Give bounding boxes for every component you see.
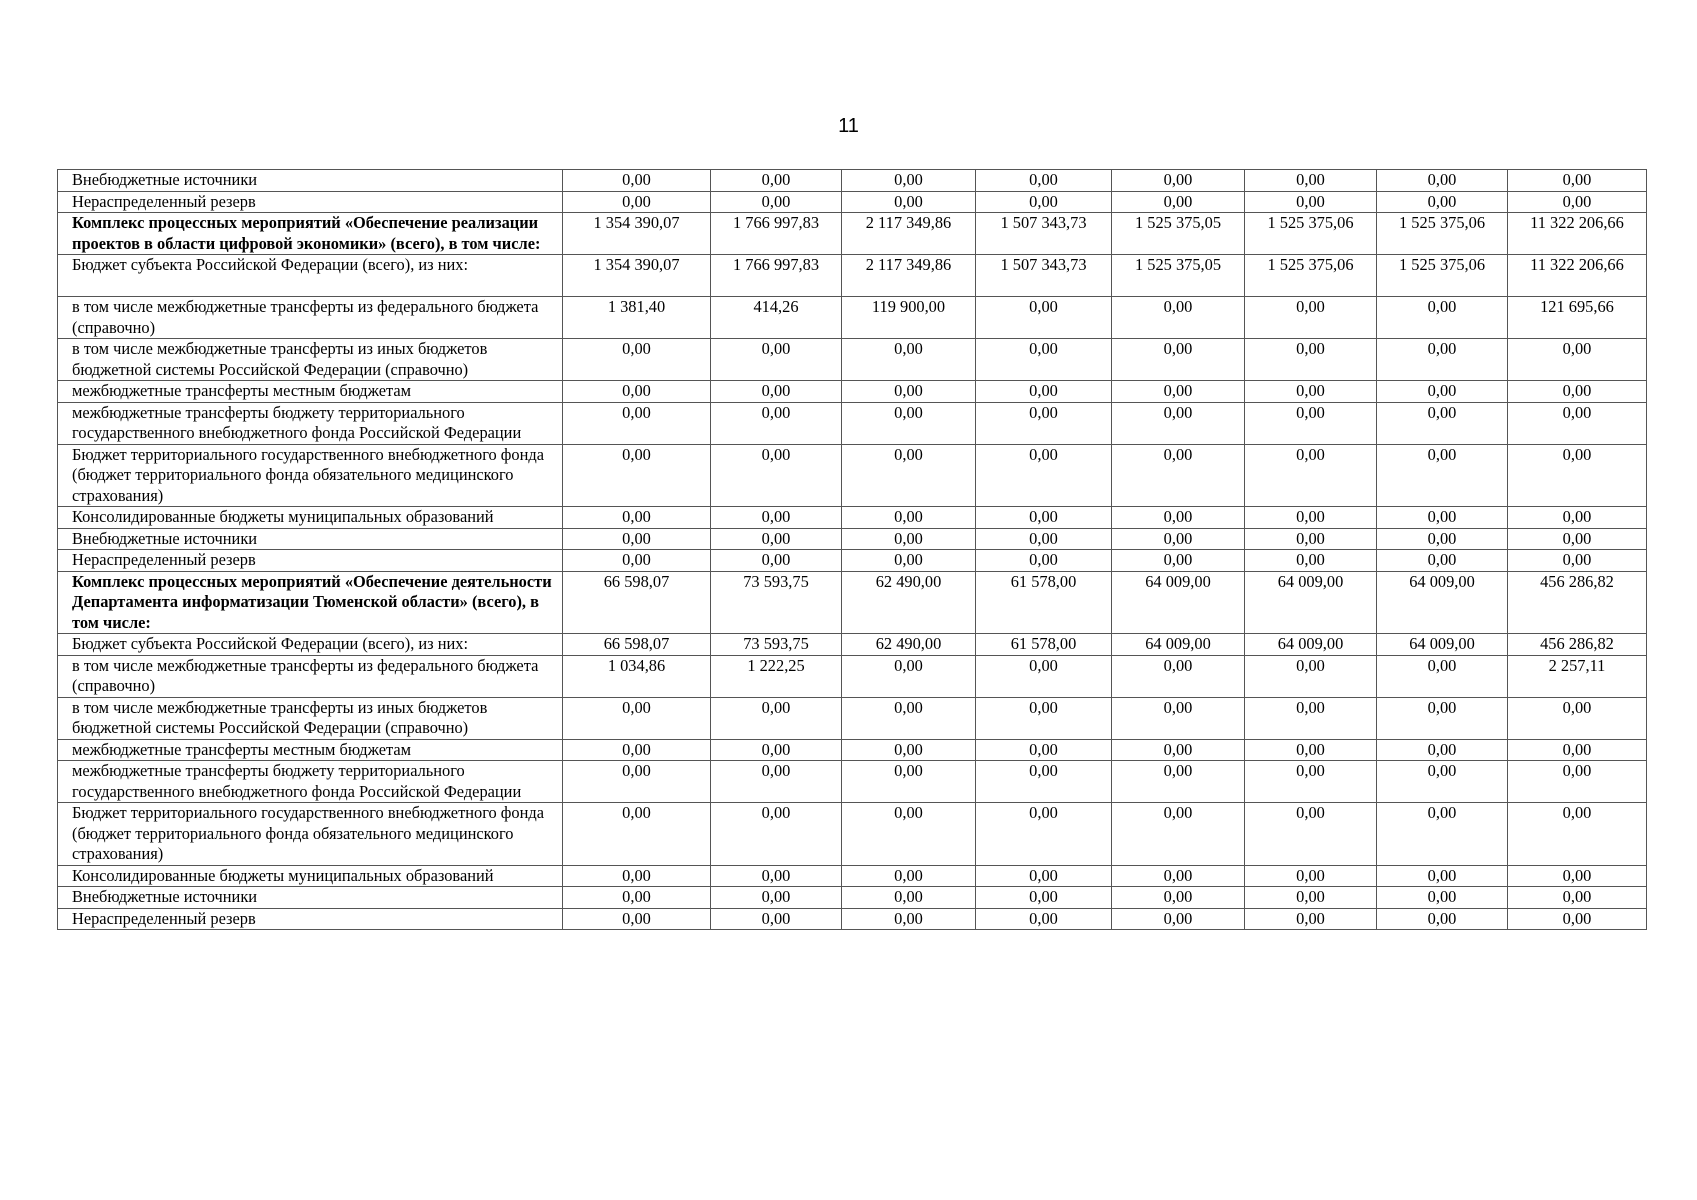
table-row bbox=[58, 571, 1647, 634]
value-cell: 0,00 bbox=[976, 297, 1112, 339]
value-cell: 0,00 bbox=[1377, 444, 1508, 507]
value-cell: 0,00 bbox=[1377, 170, 1508, 192]
value-cell: 64 009,00 bbox=[1377, 571, 1508, 634]
value-cell: 0,00 bbox=[1377, 297, 1508, 339]
table-body bbox=[58, 170, 1647, 930]
value-cell: 0,00 bbox=[976, 697, 1112, 739]
value-cell: 0,00 bbox=[563, 402, 711, 444]
table-row bbox=[58, 255, 1647, 297]
value-cell: 0,00 bbox=[711, 402, 842, 444]
value-cell: 0,00 bbox=[1508, 803, 1647, 866]
budget-table bbox=[57, 169, 1647, 930]
value-cell: 0,00 bbox=[976, 507, 1112, 529]
value-cell: 0,00 bbox=[711, 908, 842, 930]
value-cell: 0,00 bbox=[711, 761, 842, 803]
value-cell: 0,00 bbox=[1245, 739, 1377, 761]
value-cell: 0,00 bbox=[1508, 191, 1647, 213]
value-cell: 1 381,40 bbox=[563, 297, 711, 339]
value-cell: 0,00 bbox=[842, 550, 976, 572]
value-cell: 0,00 bbox=[1245, 528, 1377, 550]
value-cell: 1 354 390,07 bbox=[563, 213, 711, 255]
value-cell: 0,00 bbox=[842, 887, 976, 909]
value-cell: 0,00 bbox=[1508, 402, 1647, 444]
value-cell: 0,00 bbox=[1377, 697, 1508, 739]
value-cell: 0,00 bbox=[563, 739, 711, 761]
table-row bbox=[58, 191, 1647, 213]
row-label: Комплекс процессных мероприятий «Обеспечение реализации проектов в области цифровой экономики» (всего), в том числе: bbox=[58, 213, 563, 255]
value-cell: 0,00 bbox=[1508, 887, 1647, 909]
value-cell: 1 525 375,05 bbox=[1112, 255, 1245, 297]
table-row bbox=[58, 550, 1647, 572]
table-row bbox=[58, 444, 1647, 507]
table-row bbox=[58, 507, 1647, 529]
value-cell: 0,00 bbox=[976, 444, 1112, 507]
value-cell: 0,00 bbox=[1112, 739, 1245, 761]
value-cell: 0,00 bbox=[711, 170, 842, 192]
row-label: Нераспределенный резерв bbox=[58, 191, 563, 213]
value-cell: 66 598,07 bbox=[563, 634, 711, 656]
value-cell: 0,00 bbox=[1245, 381, 1377, 403]
value-cell: 0,00 bbox=[1508, 507, 1647, 529]
value-cell: 0,00 bbox=[1377, 739, 1508, 761]
value-cell: 0,00 bbox=[711, 528, 842, 550]
value-cell: 64 009,00 bbox=[1245, 571, 1377, 634]
value-cell: 61 578,00 bbox=[976, 571, 1112, 634]
value-cell: 0,00 bbox=[1508, 550, 1647, 572]
value-cell: 0,00 bbox=[563, 761, 711, 803]
value-cell: 0,00 bbox=[976, 550, 1112, 572]
value-cell: 0,00 bbox=[1508, 739, 1647, 761]
value-cell: 414,26 bbox=[711, 297, 842, 339]
value-cell: 73 593,75 bbox=[711, 571, 842, 634]
value-cell: 0,00 bbox=[1112, 550, 1245, 572]
value-cell: 0,00 bbox=[1508, 697, 1647, 739]
row-label: Консолидированные бюджеты муниципальных образований bbox=[58, 507, 563, 529]
value-cell: 0,00 bbox=[1245, 865, 1377, 887]
row-label: в том числе межбюджетные трансферты из иных бюджетов бюджетной системы Российской Федерации (справочно) bbox=[58, 339, 563, 381]
value-cell: 0,00 bbox=[1112, 761, 1245, 803]
value-cell: 0,00 bbox=[1508, 528, 1647, 550]
value-cell: 0,00 bbox=[711, 697, 842, 739]
value-cell: 0,00 bbox=[976, 381, 1112, 403]
value-cell: 0,00 bbox=[976, 655, 1112, 697]
value-cell: 0,00 bbox=[842, 655, 976, 697]
value-cell: 0,00 bbox=[563, 444, 711, 507]
value-cell: 0,00 bbox=[1377, 655, 1508, 697]
value-cell: 1 525 375,05 bbox=[1112, 213, 1245, 255]
value-cell: 0,00 bbox=[711, 444, 842, 507]
table-row bbox=[58, 697, 1647, 739]
value-cell: 0,00 bbox=[1112, 655, 1245, 697]
value-cell: 0,00 bbox=[1112, 865, 1245, 887]
value-cell: 2 117 349,86 bbox=[842, 213, 976, 255]
value-cell: 2 117 349,86 bbox=[842, 255, 976, 297]
value-cell: 0,00 bbox=[842, 507, 976, 529]
value-cell: 64 009,00 bbox=[1112, 634, 1245, 656]
value-cell: 0,00 bbox=[842, 761, 976, 803]
value-cell: 119 900,00 bbox=[842, 297, 976, 339]
table-row bbox=[58, 402, 1647, 444]
value-cell: 0,00 bbox=[976, 402, 1112, 444]
value-cell: 0,00 bbox=[1508, 865, 1647, 887]
value-cell: 0,00 bbox=[1245, 402, 1377, 444]
row-label: в том числе межбюджетные трансферты из федерального бюджета (справочно) bbox=[58, 297, 563, 339]
value-cell: 66 598,07 bbox=[563, 571, 711, 634]
value-cell: 0,00 bbox=[976, 887, 1112, 909]
value-cell: 0,00 bbox=[842, 739, 976, 761]
row-label: Бюджет субъекта Российской Федерации (всего), из них: bbox=[58, 634, 563, 656]
value-cell: 0,00 bbox=[1508, 339, 1647, 381]
value-cell: 0,00 bbox=[976, 739, 1112, 761]
value-cell: 0,00 bbox=[1112, 402, 1245, 444]
value-cell: 0,00 bbox=[1245, 297, 1377, 339]
value-cell: 456 286,82 bbox=[1508, 571, 1647, 634]
value-cell: 0,00 bbox=[1508, 761, 1647, 803]
value-cell: 0,00 bbox=[1112, 803, 1245, 866]
table-row bbox=[58, 213, 1647, 255]
row-label: межбюджетные трансферты бюджету территориального государственного внебюджетного фонда Российской Федерации bbox=[58, 402, 563, 444]
value-cell: 0,00 bbox=[1245, 803, 1377, 866]
value-cell: 0,00 bbox=[563, 339, 711, 381]
table-row bbox=[58, 634, 1647, 656]
value-cell: 0,00 bbox=[711, 339, 842, 381]
row-label: Бюджет территориального государственного внебюджетного фонда (бюджет территориального фонда обязательного медицинского страхования) bbox=[58, 803, 563, 866]
row-label: Комплекс процессных мероприятий «Обеспечение деятельности Департамента информатизации Тюменской области» (всего), в том числе: bbox=[58, 571, 563, 634]
value-cell: 0,00 bbox=[1245, 191, 1377, 213]
value-cell: 0,00 bbox=[1377, 191, 1508, 213]
value-cell: 0,00 bbox=[1508, 381, 1647, 403]
table-row bbox=[58, 908, 1647, 930]
value-cell: 0,00 bbox=[842, 191, 976, 213]
value-cell: 0,00 bbox=[711, 550, 842, 572]
value-cell: 0,00 bbox=[842, 444, 976, 507]
row-label: в том числе межбюджетные трансферты из иных бюджетов бюджетной системы Российской Федерации (справочно) bbox=[58, 697, 563, 739]
value-cell: 0,00 bbox=[1112, 170, 1245, 192]
value-cell: 0,00 bbox=[563, 865, 711, 887]
value-cell: 0,00 bbox=[1112, 381, 1245, 403]
value-cell: 0,00 bbox=[711, 507, 842, 529]
value-cell: 0,00 bbox=[563, 697, 711, 739]
value-cell: 0,00 bbox=[1377, 761, 1508, 803]
value-cell: 0,00 bbox=[1112, 191, 1245, 213]
value-cell: 0,00 bbox=[1377, 402, 1508, 444]
row-label: Консолидированные бюджеты муниципальных образований bbox=[58, 865, 563, 887]
value-cell: 0,00 bbox=[1245, 908, 1377, 930]
value-cell: 1 766 997,83 bbox=[711, 255, 842, 297]
row-label: Внебюджетные источники bbox=[58, 170, 563, 192]
value-cell: 0,00 bbox=[1245, 170, 1377, 192]
value-cell: 0,00 bbox=[976, 908, 1112, 930]
row-label: межбюджетные трансферты местным бюджетам bbox=[58, 381, 563, 403]
value-cell: 0,00 bbox=[1112, 297, 1245, 339]
table-row bbox=[58, 655, 1647, 697]
value-cell: 0,00 bbox=[711, 381, 842, 403]
value-cell: 1 525 375,06 bbox=[1377, 255, 1508, 297]
value-cell: 0,00 bbox=[563, 170, 711, 192]
value-cell: 0,00 bbox=[1377, 865, 1508, 887]
value-cell: 0,00 bbox=[1245, 655, 1377, 697]
value-cell: 0,00 bbox=[1508, 444, 1647, 507]
value-cell: 456 286,82 bbox=[1508, 634, 1647, 656]
value-cell: 1 354 390,07 bbox=[563, 255, 711, 297]
table-row bbox=[58, 865, 1647, 887]
value-cell: 0,00 bbox=[563, 191, 711, 213]
value-cell: 0,00 bbox=[842, 402, 976, 444]
value-cell: 1 507 343,73 bbox=[976, 213, 1112, 255]
value-cell: 1 525 375,06 bbox=[1245, 213, 1377, 255]
value-cell: 0,00 bbox=[976, 339, 1112, 381]
value-cell: 0,00 bbox=[1245, 697, 1377, 739]
value-cell: 0,00 bbox=[1508, 170, 1647, 192]
value-cell: 0,00 bbox=[1377, 528, 1508, 550]
value-cell: 0,00 bbox=[976, 865, 1112, 887]
value-cell: 64 009,00 bbox=[1377, 634, 1508, 656]
value-cell: 62 490,00 bbox=[842, 634, 976, 656]
value-cell: 0,00 bbox=[1377, 803, 1508, 866]
value-cell: 0,00 bbox=[1112, 887, 1245, 909]
table-row bbox=[58, 170, 1647, 192]
value-cell: 73 593,75 bbox=[711, 634, 842, 656]
value-cell: 0,00 bbox=[842, 381, 976, 403]
value-cell: 0,00 bbox=[1245, 887, 1377, 909]
value-cell: 0,00 bbox=[711, 191, 842, 213]
value-cell: 0,00 bbox=[711, 739, 842, 761]
table-row bbox=[58, 339, 1647, 381]
value-cell: 0,00 bbox=[711, 865, 842, 887]
table-row bbox=[58, 381, 1647, 403]
table-row bbox=[58, 761, 1647, 803]
page-number: 11 bbox=[838, 115, 859, 137]
row-label: межбюджетные трансферты местным бюджетам bbox=[58, 739, 563, 761]
value-cell: 0,00 bbox=[1112, 697, 1245, 739]
table-row bbox=[58, 739, 1647, 761]
value-cell: 0,00 bbox=[842, 908, 976, 930]
value-cell: 0,00 bbox=[842, 865, 976, 887]
row-label: Внебюджетные источники bbox=[58, 528, 563, 550]
value-cell: 0,00 bbox=[1377, 339, 1508, 381]
value-cell: 64 009,00 bbox=[1245, 634, 1377, 656]
value-cell: 0,00 bbox=[563, 550, 711, 572]
value-cell: 1 525 375,06 bbox=[1245, 255, 1377, 297]
value-cell: 0,00 bbox=[1377, 887, 1508, 909]
row-label: в том числе межбюджетные трансферты из федерального бюджета (справочно) bbox=[58, 655, 563, 697]
value-cell: 0,00 bbox=[1245, 507, 1377, 529]
value-cell: 0,00 bbox=[1377, 507, 1508, 529]
value-cell: 0,00 bbox=[976, 528, 1112, 550]
value-cell: 0,00 bbox=[1377, 381, 1508, 403]
value-cell: 1 766 997,83 bbox=[711, 213, 842, 255]
row-label: Бюджет территориального государственного внебюджетного фонда (бюджет территориального фонда обязательного медицинского страхования) bbox=[58, 444, 563, 507]
value-cell: 0,00 bbox=[842, 339, 976, 381]
value-cell: 1 507 343,73 bbox=[976, 255, 1112, 297]
value-cell: 0,00 bbox=[1112, 339, 1245, 381]
value-cell: 1 222,25 bbox=[711, 655, 842, 697]
value-cell: 0,00 bbox=[1245, 761, 1377, 803]
value-cell: 0,00 bbox=[1245, 550, 1377, 572]
value-cell: 0,00 bbox=[842, 697, 976, 739]
value-cell: 0,00 bbox=[711, 803, 842, 866]
value-cell: 0,00 bbox=[1245, 444, 1377, 507]
value-cell: 0,00 bbox=[1377, 908, 1508, 930]
table-row bbox=[58, 887, 1647, 909]
value-cell: 11 322 206,66 bbox=[1508, 255, 1647, 297]
value-cell: 0,00 bbox=[842, 170, 976, 192]
value-cell: 0,00 bbox=[1377, 550, 1508, 572]
value-cell: 0,00 bbox=[842, 803, 976, 866]
value-cell: 0,00 bbox=[976, 761, 1112, 803]
value-cell: 0,00 bbox=[711, 887, 842, 909]
row-label: Нераспределенный резерв bbox=[58, 908, 563, 930]
value-cell: 62 490,00 bbox=[842, 571, 976, 634]
value-cell: 0,00 bbox=[976, 170, 1112, 192]
value-cell: 0,00 bbox=[563, 908, 711, 930]
row-label: межбюджетные трансферты бюджету территориального государственного внебюджетного фонда Российской Федерации bbox=[58, 761, 563, 803]
value-cell: 1 034,86 bbox=[563, 655, 711, 697]
value-cell: 0,00 bbox=[1508, 908, 1647, 930]
value-cell: 0,00 bbox=[1112, 528, 1245, 550]
value-cell: 121 695,66 bbox=[1508, 297, 1647, 339]
value-cell: 0,00 bbox=[1112, 444, 1245, 507]
value-cell: 0,00 bbox=[563, 528, 711, 550]
value-cell: 0,00 bbox=[563, 381, 711, 403]
value-cell: 0,00 bbox=[976, 803, 1112, 866]
value-cell: 0,00 bbox=[563, 887, 711, 909]
value-cell: 11 322 206,66 bbox=[1508, 213, 1647, 255]
value-cell: 1 525 375,06 bbox=[1377, 213, 1508, 255]
value-cell: 0,00 bbox=[842, 528, 976, 550]
row-label: Бюджет субъекта Российской Федерации (всего), из них: bbox=[58, 255, 563, 297]
value-cell: 61 578,00 bbox=[976, 634, 1112, 656]
table-row bbox=[58, 528, 1647, 550]
table-row bbox=[58, 297, 1647, 339]
value-cell: 64 009,00 bbox=[1112, 571, 1245, 634]
value-cell: 0,00 bbox=[1245, 339, 1377, 381]
table-row bbox=[58, 803, 1647, 866]
row-label: Внебюджетные источники bbox=[58, 887, 563, 909]
row-label: Нераспределенный резерв bbox=[58, 550, 563, 572]
value-cell: 2 257,11 bbox=[1508, 655, 1647, 697]
value-cell: 0,00 bbox=[976, 191, 1112, 213]
value-cell: 0,00 bbox=[563, 803, 711, 866]
value-cell: 0,00 bbox=[563, 507, 711, 529]
value-cell: 0,00 bbox=[1112, 908, 1245, 930]
value-cell: 0,00 bbox=[1112, 507, 1245, 529]
